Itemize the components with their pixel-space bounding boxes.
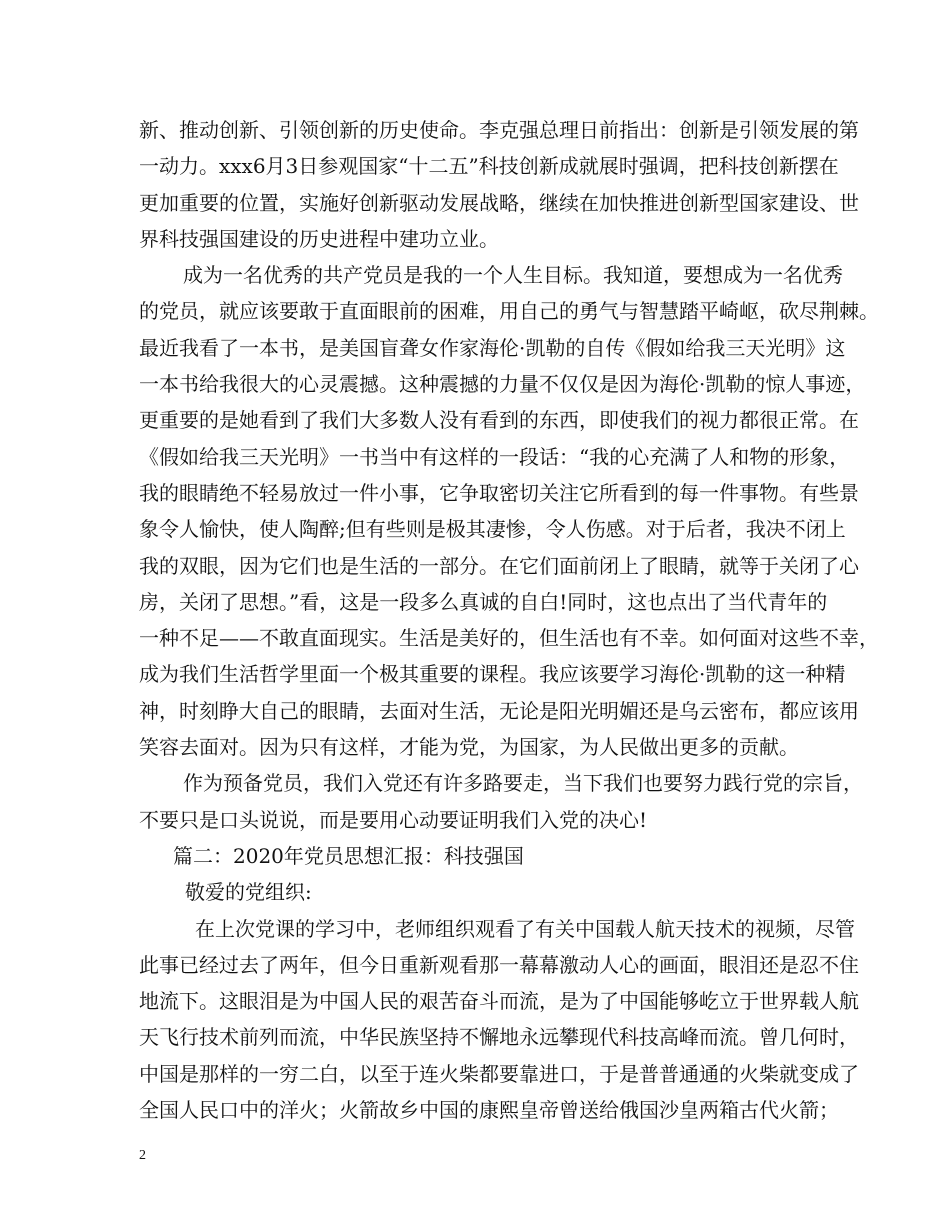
text-line: 界科技强国建设的历史进程中建功立业。 xyxy=(139,226,499,251)
section-heading: 篇二：2020年党员思想汇报：科技强国 xyxy=(173,843,524,868)
text-line: 我的双眼，因为它们也是生活的一部分。在它们面前闭上了眼睛，就等于关闭了心 xyxy=(139,553,859,578)
text-line: 此事已经过去了两年，但今日重新观看那一幕幕激动人心的画面，眼泪还是忍不住 xyxy=(139,952,859,977)
paragraph-start-line: 成为一名优秀的共产党员是我的一个人生目标。我知道，要想成为一名优秀 xyxy=(183,263,843,288)
text-line: 天飞行技术前列而流，中华民族坚持不懈地永远攀现代科技高峰而流。曾几何时， xyxy=(139,1025,859,1050)
text-line: 一动力。xxx6月3日参观国家“十二五”科技创新成就展时强调，把科技创新摆在 xyxy=(139,154,839,179)
text-line: 最近我看了一本书，是美国盲聋女作家海伦·凯勒的自传《假如给我三天光明》这 xyxy=(139,335,846,360)
text-line: 房，关闭了思想。”看，这是一段多么真诚的自白!同时，这也点出了当代青年的 xyxy=(139,589,828,614)
paragraph-start-line: 在上次党课的学习中，老师组织观看了有关中国载人航天技术的视频，尽管 xyxy=(195,916,855,941)
text-line: 一本书给我很大的心灵震撼。这种震撼的力量不仅仅是因为海伦·凯勒的惊人事迹， xyxy=(139,372,866,397)
text-line: 地流下。这眼泪是为中国人民的艰苦奋斗而流，是为了中国能够屹立于世界载人航 xyxy=(139,989,859,1014)
text-line: 更重要的是她看到了我们大多数人没有看到的东西，即使我们的视力都很正常。在 xyxy=(139,408,859,433)
text-line: 不要只是口头说说，而是要用心动要证明我们入党的决心! xyxy=(139,807,648,832)
salutation: 敬爱的党组织: xyxy=(185,880,312,905)
text-line: 中国是那样的一穷二白，以至于连火柴都要靠进口，于是普普通通的火柴就变成了 xyxy=(139,1061,859,1086)
text-line: 新、推动创新、引领创新的历史使命。李克强总理日前指出：创新是引领发展的第 xyxy=(139,118,859,142)
text-line: 象令人愉快，使人陶醉;但有些则是极其凄惨，令人伤感。对于后者，我决不闭上 xyxy=(139,517,846,542)
text-line: 全国人民口中的洋火；火箭故乡中国的康熙皇帝曾送给俄国沙皇两箱古代火箭； xyxy=(139,1098,839,1123)
text-line: 神，时刻睁大自己的眼睛，去面对生活，无论是阳光明媚还是乌云密布，都应该用 xyxy=(139,698,859,723)
text-line: 《假如给我三天光明》一书当中有这样的一段话：“我的心充满了人和物的形象， xyxy=(139,444,850,469)
paragraph-start-line: 作为预备党员，我们入党还有许多路要走，当下我们也要努力践行党的宗旨， xyxy=(183,771,863,796)
text-line: 成为我们生活哲学里面一个极其重要的课程。我应该要学习海伦·凯勒的这一种精 xyxy=(139,662,846,687)
document-body xyxy=(139,112,879,1128)
text-line: 的党员，就应该要敢于直面眼前的困难，用自己的勇气与智慧踏平崎岖，砍尽荆棘。 xyxy=(139,299,879,324)
text-line: 更加重要的位置，实施好创新驱动发展战略，继续在加快推进创新型国家建设、世 xyxy=(139,190,859,215)
text-line: 笑容去面对。因为只有这样，才能为党，为国家，为人民做出更多的贡献。 xyxy=(139,735,799,760)
text-line: 一种不足——不敢直面现实。生活是美好的，但生活也有不幸。如何面对这些不幸， xyxy=(139,626,879,651)
text-line: 我的眼睛绝不轻易放过一件小事，它争取密切关注它所看到的每一件事物。有些景 xyxy=(139,480,859,505)
page-number: 2 xyxy=(139,1148,146,1163)
